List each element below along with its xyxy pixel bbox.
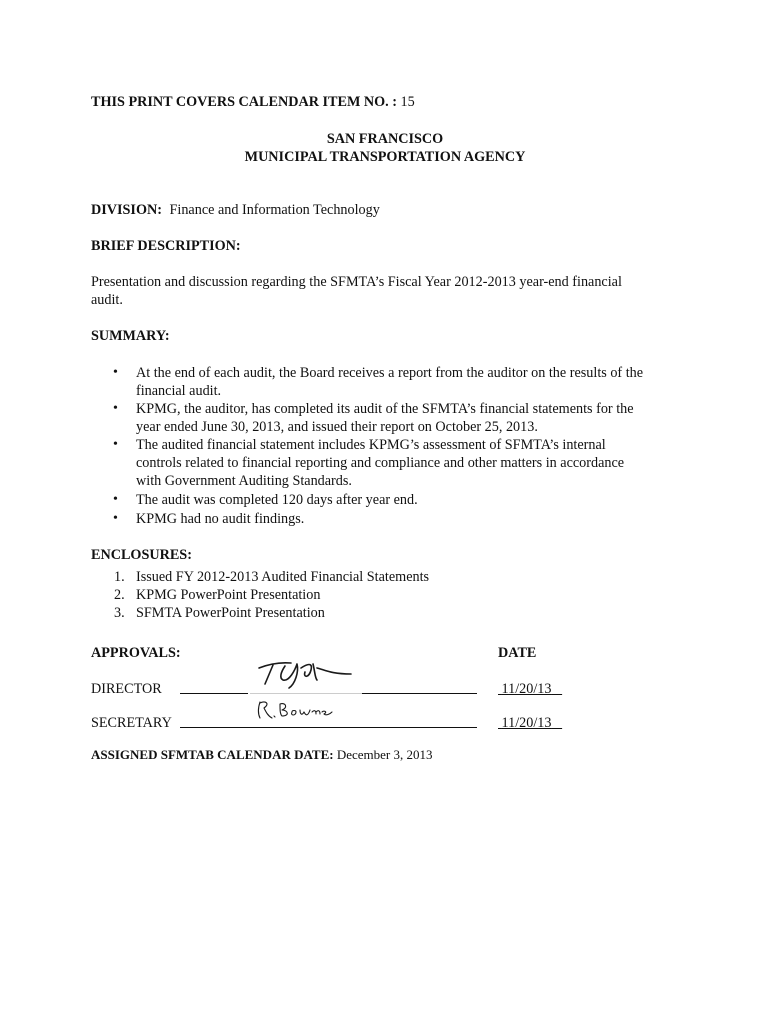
enclosure-item-1: Issued FY 2012-2013 Audited Financial Statements [136, 569, 430, 585]
director-signature-line-mid [250, 693, 362, 694]
director-label: DIRECTOR [91, 681, 162, 697]
secretary-date: 11/20/13 [501, 715, 552, 731]
enclosure-item-3: SFMTA PowerPoint Presentation [136, 605, 325, 621]
director-signature [255, 654, 355, 690]
calendar-item-line [91, 93, 415, 111]
bullet-icon: • [113, 401, 118, 416]
approvals-label: APPROVALS: [91, 645, 181, 661]
secretary-label: SECRETARY [91, 715, 172, 731]
division-line [91, 201, 380, 219]
agency-name-line1: SAN FRANCISCO [326, 131, 444, 147]
director-date: 11/20/13 [501, 681, 552, 697]
bullet-icon: • [113, 365, 118, 380]
brief-description-line1: Presentation and discussion regarding the SFMTA’s Fiscal Year 2012-2013 year-end financial [91, 274, 622, 290]
enclosure-number-1: 1. [114, 569, 125, 585]
calendar-item-label: THIS PRINT COVERS CALENDAR ITEM NO. : [91, 94, 397, 110]
summary-bullet-3-line1: The audited financial statement includes KPMG’s assessment of SFMTA’s internal [136, 437, 606, 453]
assigned-calendar-date-label: ASSIGNED SFMTAB CALENDAR DATE: [91, 747, 334, 762]
bullet-icon: • [113, 492, 118, 507]
secretary-signature-line [180, 727, 477, 728]
division-value: Finance and Information Technology [169, 202, 380, 218]
assigned-calendar-date-value: December 3, 2013 [336, 747, 433, 762]
summary-bullet-3-line2: controls related to financial reporting and compliance and other matters in accordance [136, 455, 625, 471]
summary-bullet-1-line2: financial audit. [136, 383, 222, 399]
calendar-item-number: 15 [400, 94, 415, 110]
director-signature-line-right [362, 693, 477, 694]
summary-label: SUMMARY: [91, 328, 170, 344]
director-signature-line-left [180, 693, 248, 694]
enclosures-label: ENCLOSURES: [91, 547, 192, 563]
brief-description-line2: audit. [91, 292, 123, 308]
bullet-icon: • [113, 511, 118, 526]
agency-name-line2: MUNICIPAL TRANSPORTATION AGENCY [244, 149, 526, 165]
summary-bullet-1-line1: At the end of each audit, the Board receives a report from the auditor on the results of the [136, 365, 644, 381]
date-label: DATE [498, 645, 537, 661]
division-label: DIVISION: [91, 202, 162, 218]
brief-description-label: BRIEF DESCRIPTION: [91, 238, 241, 254]
summary-bullet-2-line1: KPMG, the auditor, has completed its audit of the SFMTA’s financial statements for the [136, 401, 634, 417]
summary-bullet-4-line1: The audit was completed 120 days after year end. [136, 492, 418, 508]
assigned-calendar-date-line [91, 746, 433, 764]
enclosure-number-2: 2. [114, 587, 125, 603]
secretary-signature [254, 698, 334, 724]
bullet-icon: • [113, 437, 118, 452]
summary-bullet-5-line1: KPMG had no audit findings. [136, 511, 305, 527]
enclosure-item-2: KPMG PowerPoint Presentation [136, 587, 321, 603]
summary-bullet-2-line2: year ended June 30, 2013, and issued their report on October 25, 2013. [136, 419, 538, 435]
enclosure-number-3: 3. [114, 605, 125, 621]
summary-bullet-3-line3: with Government Auditing Standards. [136, 473, 352, 489]
